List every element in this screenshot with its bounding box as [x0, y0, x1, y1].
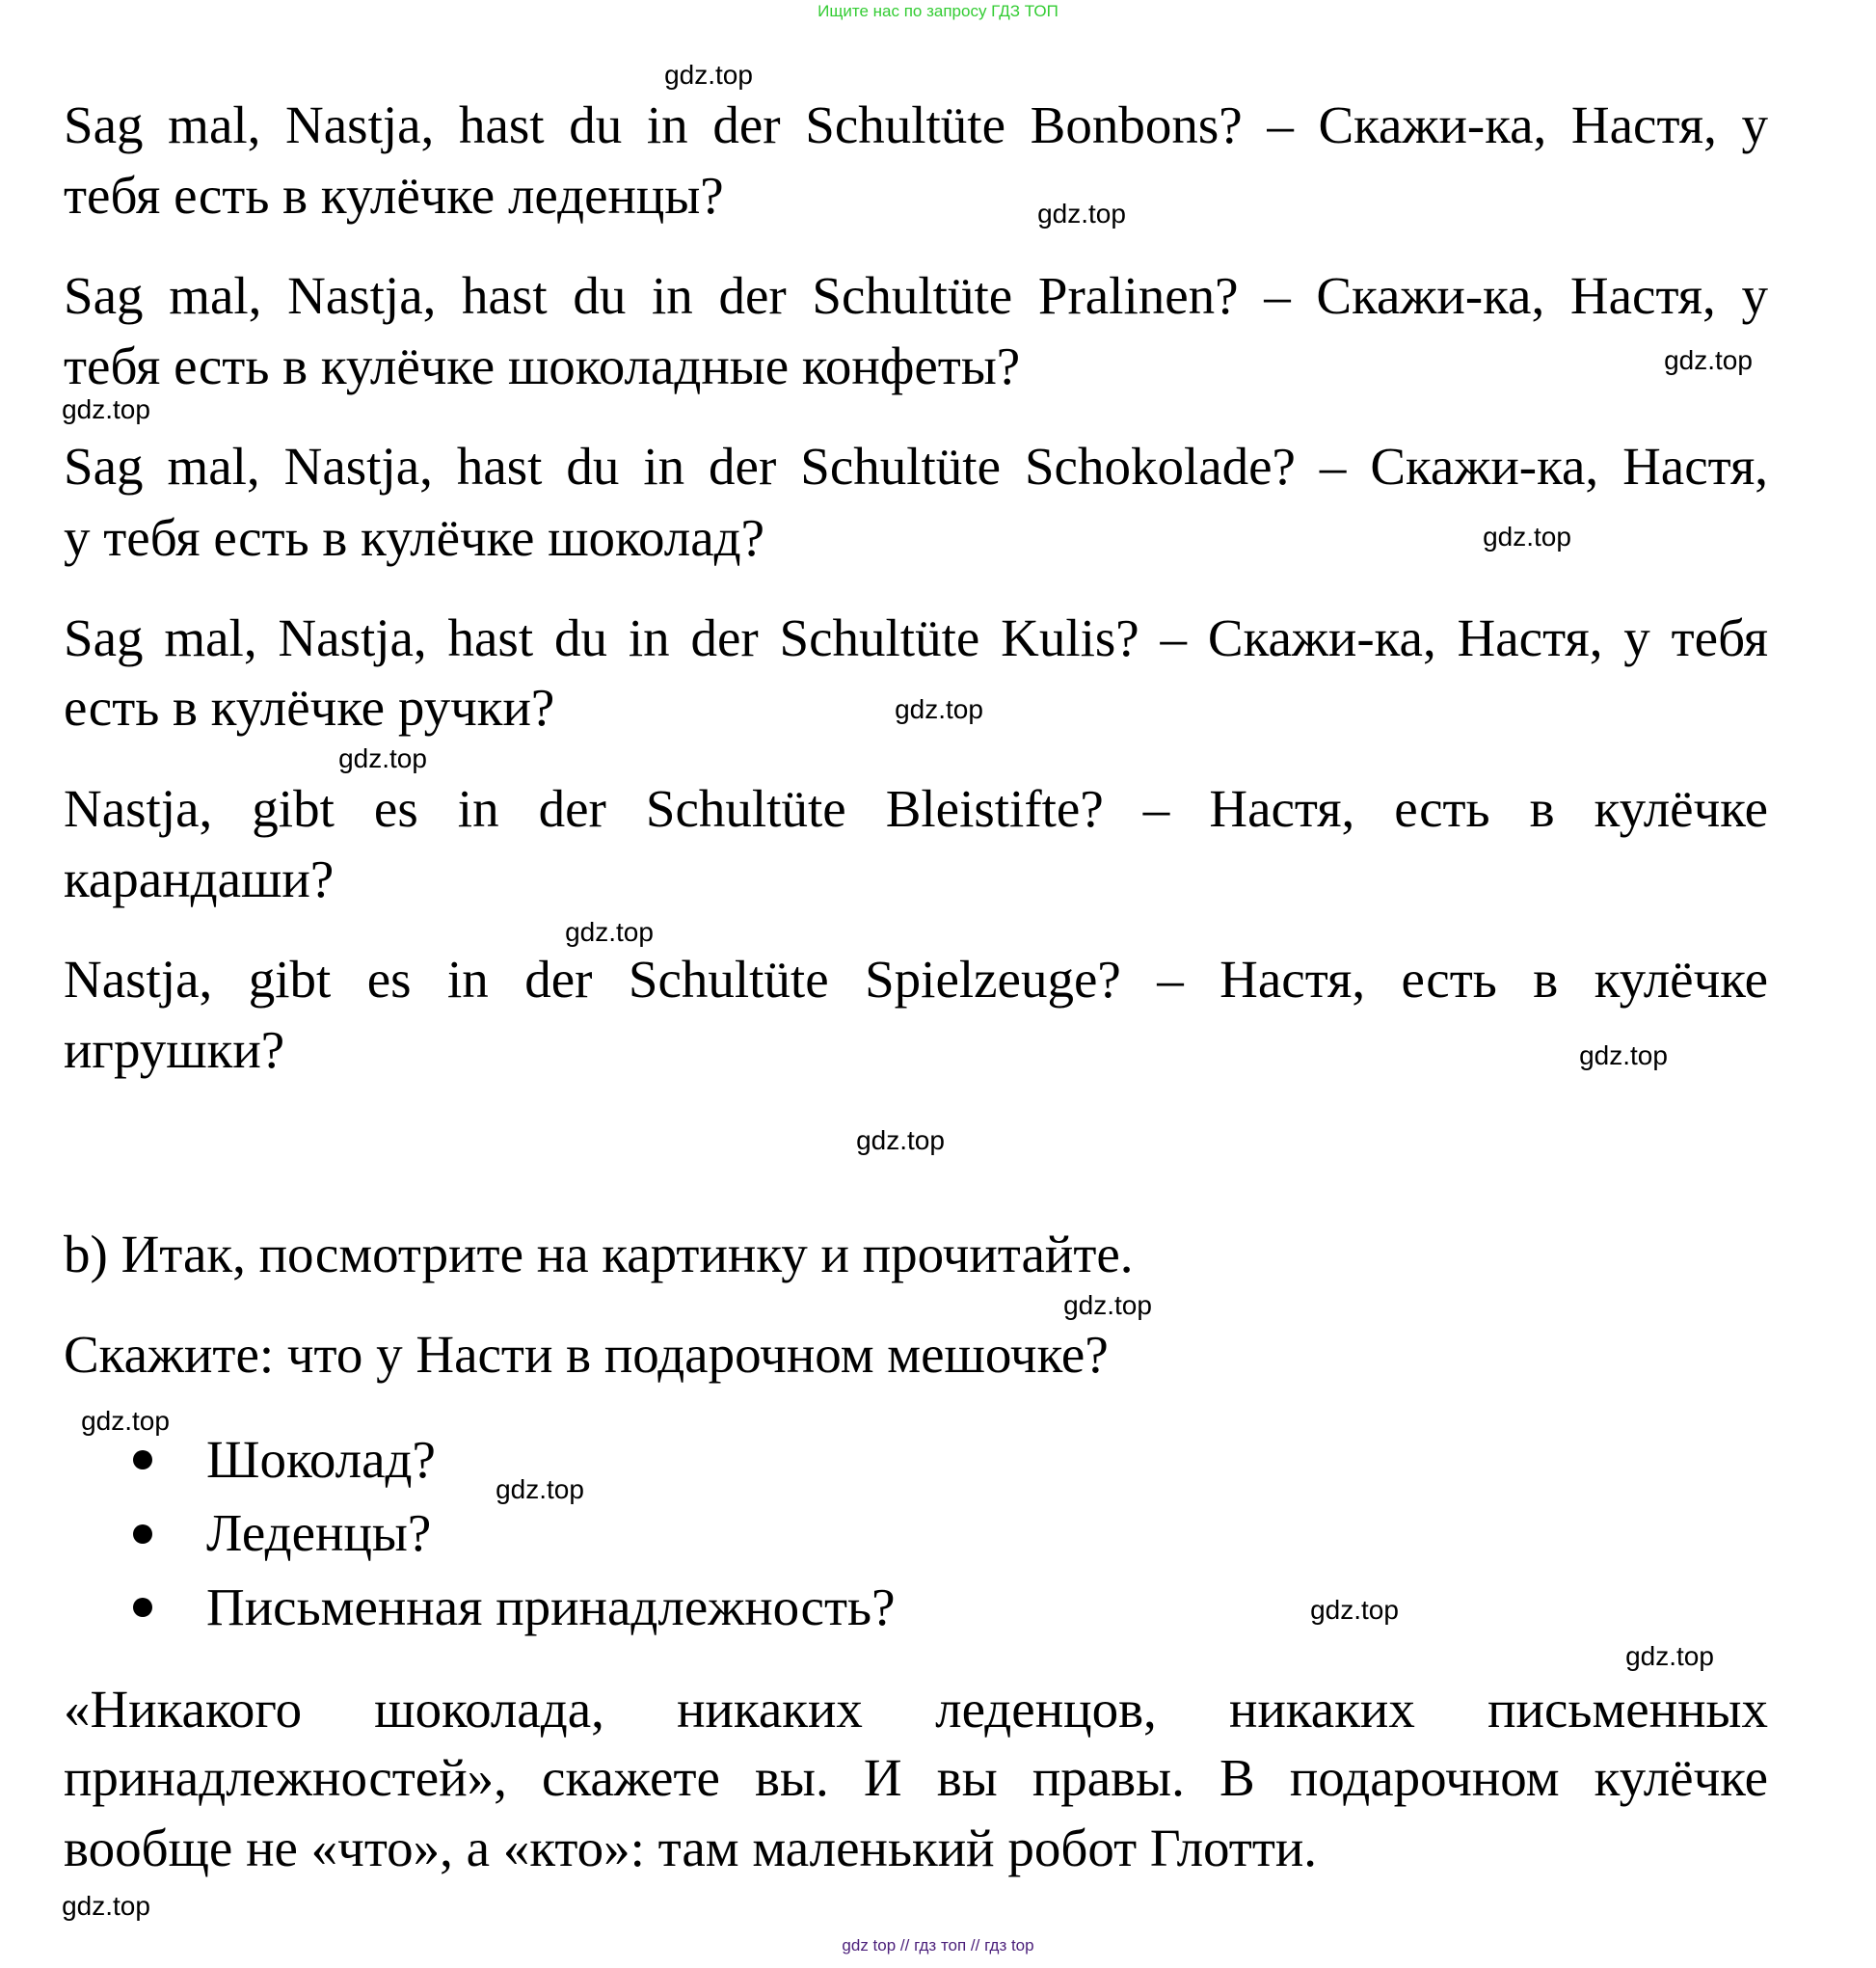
- paragraph-6-line-1: Nastja, gibt es in der Schultüte Spielzeuge? – Настя, есть в кулёчке: [64, 950, 1768, 1009]
- paragraph-2-line-1: Sag mal, Nastja, hast du in der Schultüte Pralinen? – Скажи-ка, Настя, у: [64, 266, 1768, 325]
- watermark: gdz.top: [1483, 522, 1571, 552]
- watermark: gdz.top: [338, 743, 427, 773]
- watermark: gdz.top: [1579, 1040, 1668, 1070]
- paragraph-5-line-1: Nastja, gibt es in der Schultüte Bleistifte? – Настя, есть в кулёчке: [64, 779, 1768, 838]
- watermark: gdz.top: [895, 694, 983, 724]
- answer-line-2: принадлежностей», скажете вы. И вы правы. В подарочном кулёчке: [64, 1748, 1768, 1807]
- paragraph-5-line-2: карандаши?: [64, 849, 335, 908]
- bullet-dot: [133, 1450, 152, 1469]
- bullet-dot: [133, 1524, 152, 1544]
- watermark: gdz.top: [1037, 199, 1126, 229]
- header-banner: Ищите нас по запросу ГДЗ ТОП: [817, 2, 1059, 20]
- watermark: gdz.top: [1664, 345, 1753, 375]
- paragraph-2-line-2: тебя есть в кулёчке шоколадные конфеты?: [64, 337, 1021, 395]
- paragraph-4-line-2: есть в кулёчке ручки?: [64, 678, 555, 737]
- watermark: gdz.top: [81, 1406, 170, 1436]
- section-b-heading: b) Итак, посмотрите на картинку и прочитайте.: [64, 1225, 1134, 1283]
- bullet-item: Шоколад?: [206, 1430, 436, 1489]
- paragraph-6-line-2: игрушки?: [64, 1020, 285, 1079]
- bullet-dot: [133, 1598, 152, 1617]
- watermark: gdz.top: [1063, 1290, 1152, 1320]
- watermark: gdz.top: [1625, 1641, 1714, 1671]
- watermark: gdz.top: [664, 60, 753, 90]
- watermark: gdz.top: [62, 394, 150, 424]
- bullet-item: Леденцы?: [206, 1503, 432, 1562]
- paragraph-4-line-1: Sag mal, Nastja, hast du in der Schultüte Kulis? – Скажи-ка, Настя, у тебя: [64, 608, 1768, 667]
- watermark: gdz.top: [496, 1474, 584, 1504]
- watermark: gdz.top: [62, 1891, 150, 1921]
- watermark: gdz.top: [1310, 1595, 1399, 1625]
- paragraph-1-line-1: Sag mal, Nastja, hast du in der Schultüte Bonbons? – Скажи-ка, Настя, у: [64, 95, 1768, 154]
- paragraph-3-line-1: Sag mal, Nastja, hast du in der Schultüte Schokolade? – Скажи-ка, Настя,: [64, 437, 1768, 496]
- paragraph-1-line-2: тебя есть в кулёчке леденцы?: [64, 166, 724, 225]
- watermark: gdz.top: [565, 917, 654, 947]
- footer-banner: gdz top // гдз топ // гдз top: [842, 1936, 1034, 1955]
- answer-line-3: вообще не «что», а «кто»: там маленький робот Глотти.: [64, 1819, 1318, 1877]
- watermark: gdz.top: [856, 1125, 945, 1155]
- paragraph-3-line-2: у тебя есть в кулёчке шоколад?: [64, 508, 765, 567]
- section-b-question: Скажите: что у Насти в подарочном мешочке?: [64, 1325, 1109, 1384]
- answer-line-1: «Никакого шоколада, никаких леденцов, никаких письменных: [64, 1680, 1768, 1739]
- bullet-item: Письменная принадлежность?: [206, 1577, 896, 1636]
